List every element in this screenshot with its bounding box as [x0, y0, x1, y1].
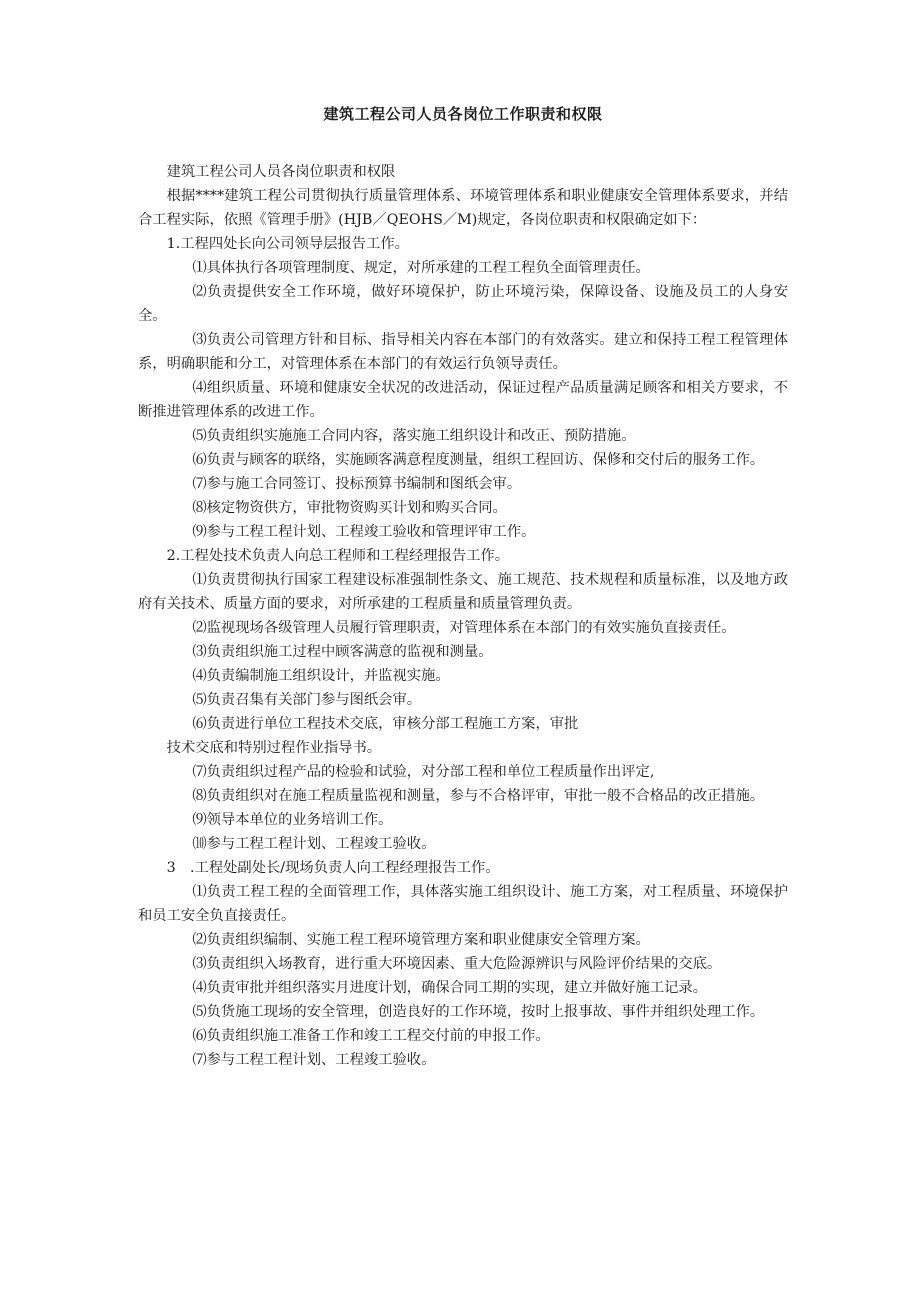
body-paragraph: ⑷组织质量、环境和健康安全状况的改进活动，保证过程产品质量满足顾客和相关方要求，不断推进管理体系的改进工作。	[138, 380, 788, 420]
body-paragraph: ⑵负责组织编制、实施工程工程环境管理方案和职业健康安全管理方案。	[192, 932, 650, 948]
body-paragraph: ⑼参与工程工程计划、工程竣工验收和管理评审工作。	[192, 524, 536, 540]
body-paragraph: ⑸负责组织实施施工合同内容，落实施工组织设计和改正、预防措施。	[192, 428, 636, 444]
body-paragraph: ⑹负责与顾客的联络，实施顾客满意程度测量，组织工程回访、保修和交付后的服务工作。	[192, 452, 765, 468]
body-paragraph: ⑴具体执行各项管理制度、规定，对所承建的工程工程负全面管理责任。	[192, 260, 650, 276]
body-paragraph: 1.工程四处长向公司领导层报告工作。	[166, 236, 409, 252]
body-paragraph: ⑴负责工程工程的全面管理工作，具体落实施工组织设计、施工方案，对工程质量、环境保护和员工安全负直接责任。	[138, 884, 788, 924]
body-paragraph: ⑽参与工程工程计划、工程竣工验收。	[192, 836, 436, 852]
body-paragraph: ⑵监视现场各级管理人员履行管理职责，对管理体系在本部门的有效实施负直接责任。	[192, 620, 736, 636]
body-paragraph: ⑸负责召集有关部门参与图纸会审。	[192, 692, 422, 708]
body-paragraph: ⑵负责提供安全工作环境，做好环境保护，防止环境污染，保障设备、设施及员工的人身安全。	[138, 284, 788, 324]
body-paragraph: ⑹负责组织施工准备工作和竣工工程交付前的申报工作。	[192, 1028, 550, 1044]
body-paragraph: 根据****建筑工程公司贯彻执行质量管理体系、环境管理体系和职业健康安全管理体系要求，并结合工程实际，依照《管理手册》(HJB／QEOHS／M)规定，各岗位职责和权限确定如下：	[138, 188, 788, 228]
body-paragraph: 2.工程处技术负责人向总工程师和工程经理报告工作。	[166, 548, 510, 564]
body-paragraph: ⑴负责贯彻执行国家工程建设标准强制性条文、施工规范、技术规程和质量标准，以及地方政府有关技术、质量方面的要求，对所承建的工程质量和质量管理负责。	[138, 572, 788, 612]
body-paragraph: ⑻负责组织对在施工程质量监视和测量，参与不合格评审，审批一般不合格品的改正措施。	[192, 788, 765, 804]
body-paragraph: ⑷负责审批并组织落实月进度计划，确保合同工期的实现，建立并做好施工记录。	[192, 980, 708, 996]
body-paragraph: ⑼领导本单位的业务培训工作。	[192, 812, 393, 828]
body-paragraph: ⑶负责公司管理方针和目标、指导相关内容在本部门的有效落实。建立和保持工程工程管理体系，明确职能和分工，对管理体系在本部门的有效运行负领导责任。	[138, 332, 788, 372]
body-paragraph: ⑻核定物资供方，审批物资购买计划和购买合同。	[192, 500, 507, 516]
body-paragraph: ⑺参与施工合同签订、投标预算书编制和图纸会审。	[192, 476, 522, 492]
body-paragraph: ⑹负责进行单位工程技术交底，审核分部工程施工方案，审批	[192, 716, 579, 732]
body-paragraph: ⑺参与工程工程计划、工程竣工验收。	[192, 1052, 436, 1068]
document-title: 建筑工程公司人员各岗位工作职责和权限	[323, 105, 603, 123]
body-paragraph: ⑺负责组织过程产品的检验和试验，对分部工程和单位工程质量作出评定,	[192, 764, 655, 780]
body-paragraph: 3 .工程处副处长/现场负责人向工程经理报告工作。	[166, 860, 500, 876]
document-body	[138, 160, 788, 1072]
body-paragraph: ⑸负货施工现场的安全管理，创造良好的工作环境，按时上报事故、事件并组织处理工作。	[192, 1004, 765, 1020]
body-paragraph: ⑶负责组织入场教育，进行重大环境因素、重大危险源辨识与风险评价结果的交底。	[192, 956, 722, 972]
document-page	[138, 104, 788, 1072]
body-paragraph: 建筑工程公司人员各岗位职责和权限	[166, 164, 396, 180]
body-paragraph: ⑷负责编制施工组织设计，并监视实施。	[192, 668, 450, 684]
body-paragraph: ⑶负责组织施工过程中顾客满意的监视和测量。	[192, 644, 493, 660]
body-paragraph: 技术交底和特别过程作业指导书。	[166, 740, 382, 756]
